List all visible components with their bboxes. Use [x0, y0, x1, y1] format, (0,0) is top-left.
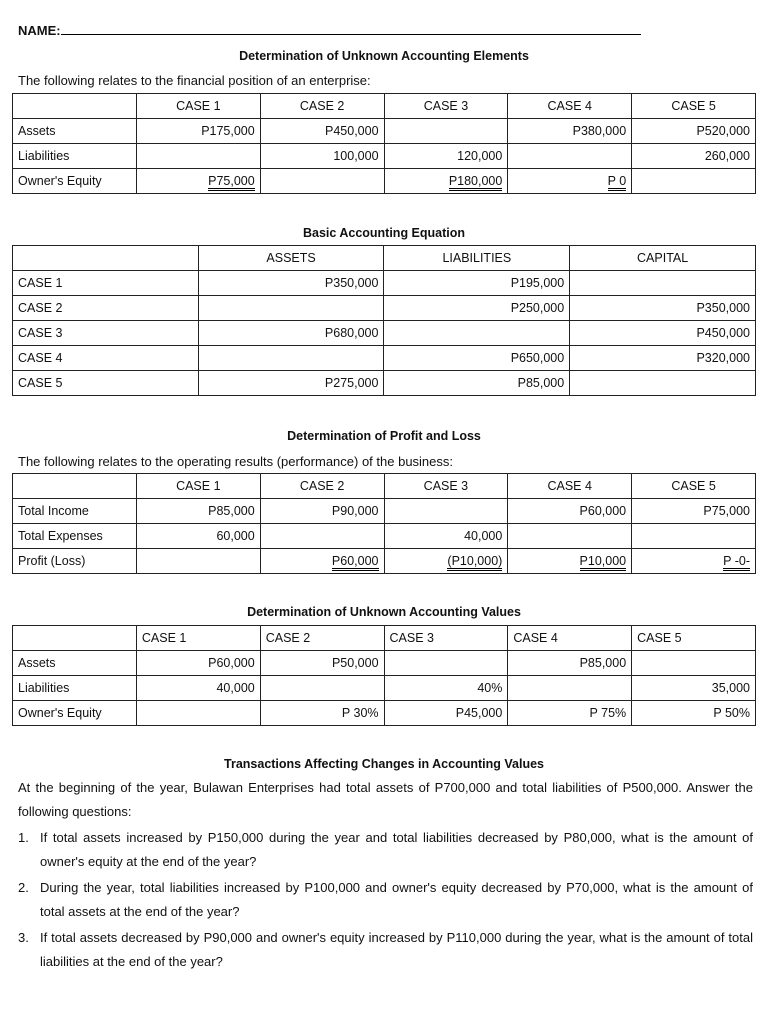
sec5-title: Transactions Affecting Changes in Accounting Values	[224, 757, 544, 771]
table-cell	[384, 549, 508, 574]
total-value: P60,000	[332, 554, 379, 571]
answer-cell[interactable]	[570, 371, 756, 396]
table-cell	[508, 549, 632, 574]
answer-cell[interactable]	[632, 651, 756, 676]
answer-cell[interactable]	[384, 321, 570, 346]
table-row	[13, 499, 756, 524]
list-item	[18, 876, 753, 924]
sec1-table	[12, 93, 756, 194]
answer-cell[interactable]	[384, 499, 508, 524]
row-label: Owner's Equity	[13, 701, 137, 726]
table-cell: P85,000	[136, 499, 260, 524]
table-cell: P350,000	[570, 296, 756, 321]
answer-cell[interactable]	[632, 524, 756, 549]
header-cell: CASE 3	[384, 94, 508, 119]
question-list	[18, 826, 753, 976]
table-row	[13, 676, 756, 701]
table-header-row	[13, 94, 756, 119]
row-label: CASE 2	[13, 296, 199, 321]
sec3-intro: The following relates to the operating results (performance) of the business:	[18, 454, 454, 469]
table-cell	[508, 169, 632, 194]
row-label: Assets	[13, 119, 137, 144]
table-cell	[136, 169, 260, 194]
table-cell: P45,000	[384, 701, 508, 726]
header-cell: CASE 3	[384, 626, 508, 651]
answer-cell[interactable]	[384, 119, 508, 144]
row-label: CASE 4	[13, 346, 199, 371]
header-cell	[13, 246, 199, 271]
sec2-title: Basic Accounting Equation	[302, 226, 466, 240]
total-value: P10,000	[580, 554, 627, 571]
answer-cell[interactable]	[384, 651, 508, 676]
question-text: If total assets decreased by P90,000 and owner's equity increased by P110,000 during the year, what is the amount of total liabilities at the end of the year?	[40, 930, 753, 969]
table-cell	[260, 549, 384, 574]
header-cell: CASE 1	[136, 94, 260, 119]
header-cell: CASE 1	[136, 626, 260, 651]
table-cell: P85,000	[384, 371, 570, 396]
table-row	[13, 119, 756, 144]
table-header-row	[13, 246, 756, 271]
answer-cell[interactable]	[136, 701, 260, 726]
header-cell	[13, 94, 137, 119]
header-cell	[13, 626, 137, 651]
header-cell: CASE 5	[632, 626, 756, 651]
header-cell: CASE 4	[508, 626, 632, 651]
name-underline	[61, 23, 641, 35]
table-cell: P195,000	[384, 271, 570, 296]
table-cell: 60,000	[136, 524, 260, 549]
table-cell	[384, 169, 508, 194]
table-row	[13, 524, 756, 549]
table-header-row	[13, 474, 756, 499]
row-label: Total Expenses	[13, 524, 137, 549]
table-cell: P350,000	[198, 271, 384, 296]
table-cell: P 50%	[632, 701, 756, 726]
sec3-table	[12, 473, 756, 574]
table-cell: P650,000	[384, 346, 570, 371]
answer-cell[interactable]	[508, 144, 632, 169]
table-cell: 260,000	[632, 144, 756, 169]
table-row	[13, 271, 756, 296]
table-cell: P 75%	[508, 701, 632, 726]
table-cell: 100,000	[260, 144, 384, 169]
table-row	[13, 169, 756, 194]
answer-cell[interactable]	[508, 524, 632, 549]
header-cell: CASE 3	[384, 474, 508, 499]
table-cell: P 30%	[260, 701, 384, 726]
table-cell: P90,000	[260, 499, 384, 524]
table-cell: P450,000	[260, 119, 384, 144]
header-cell: CASE 4	[508, 474, 632, 499]
header-cell	[13, 474, 137, 499]
table-cell: P60,000	[136, 651, 260, 676]
total-value: (P10,000)	[447, 554, 502, 571]
answer-cell[interactable]	[508, 676, 632, 701]
header-cell: CAPITAL	[570, 246, 756, 271]
row-label: Profit (Loss)	[13, 549, 137, 574]
table-cell: P680,000	[198, 321, 384, 346]
sec2-table	[12, 245, 756, 396]
answer-cell[interactable]	[260, 169, 384, 194]
answer-cell[interactable]	[198, 346, 384, 371]
table-row	[13, 296, 756, 321]
answer-cell[interactable]	[136, 549, 260, 574]
row-label: CASE 5	[13, 371, 199, 396]
table-row	[13, 549, 756, 574]
table-cell: P60,000	[508, 499, 632, 524]
table-row	[13, 346, 756, 371]
list-item	[18, 826, 753, 874]
header-cell: CASE 5	[632, 94, 756, 119]
row-label: Owner's Equity	[13, 169, 137, 194]
table-cell: 40,000	[136, 676, 260, 701]
table-cell: P275,000	[198, 371, 384, 396]
table-cell: P75,000	[632, 499, 756, 524]
header-cell: CASE 2	[260, 626, 384, 651]
header-cell: CASE 2	[260, 94, 384, 119]
table-row	[13, 651, 756, 676]
header-cell: CASE 4	[508, 94, 632, 119]
total-value: P180,000	[449, 174, 503, 191]
header-cell: CASE 1	[136, 474, 260, 499]
table-cell: P85,000	[508, 651, 632, 676]
sec1-title: Determination of Unknown Accounting Elements	[239, 49, 529, 63]
table-cell: 35,000	[632, 676, 756, 701]
name-field[interactable]	[18, 23, 641, 38]
row-label: Liabilities	[13, 676, 137, 701]
table-cell: 40%	[384, 676, 508, 701]
table-row	[13, 371, 756, 396]
table-cell	[632, 549, 756, 574]
table-cell: 40,000	[384, 524, 508, 549]
row-label: CASE 1	[13, 271, 199, 296]
table-row	[13, 144, 756, 169]
question-number: 3.	[18, 930, 29, 945]
question-text: If total assets increased by P150,000 during the year and total liabilities decreased by P80,000, what is the amount of owner's equity at the end of the year?	[40, 830, 753, 869]
header-cell: CASE 2	[260, 474, 384, 499]
table-header-row	[13, 626, 756, 651]
sec4-title: Determination of Unknown Accounting Values	[247, 605, 521, 619]
total-value: P -0-	[723, 554, 750, 571]
answer-cell[interactable]	[260, 524, 384, 549]
answer-cell[interactable]	[570, 271, 756, 296]
answer-cell[interactable]	[198, 296, 384, 321]
table-cell: P450,000	[570, 321, 756, 346]
header-cell: CASE 5	[632, 474, 756, 499]
question-text: During the year, total liabilities increased by P100,000 and owner's equity decreased by P70,000, what is the amount of total assets at the end of the year?	[40, 880, 753, 919]
table-cell: P175,000	[136, 119, 260, 144]
answer-cell[interactable]	[136, 144, 260, 169]
table-cell: P380,000	[508, 119, 632, 144]
row-label: CASE 3	[13, 321, 199, 346]
table-cell: P250,000	[384, 296, 570, 321]
table-cell: P50,000	[260, 651, 384, 676]
answer-cell[interactable]	[260, 676, 384, 701]
sec4-table	[12, 625, 756, 726]
table-cell: P320,000	[570, 346, 756, 371]
sec1-intro: The following relates to the financial position of an enterprise:	[18, 73, 371, 88]
total-value: P 0	[608, 174, 627, 191]
answer-cell[interactable]	[632, 169, 756, 194]
list-item	[18, 926, 753, 974]
header-cell: ASSETS	[198, 246, 384, 271]
question-number: 2.	[18, 880, 29, 895]
row-label: Assets	[13, 651, 137, 676]
table-row	[13, 701, 756, 726]
total-value: P75,000	[208, 174, 255, 191]
table-row	[13, 321, 756, 346]
row-label: Liabilities	[13, 144, 137, 169]
name-label: NAME:	[18, 23, 61, 38]
sec3-title: Determination of Profit and Loss	[287, 429, 481, 443]
question-number: 1.	[18, 830, 29, 845]
table-cell: 120,000	[384, 144, 508, 169]
row-label: Total Income	[13, 499, 137, 524]
table-cell: P520,000	[632, 119, 756, 144]
header-cell: LIABILITIES	[384, 246, 570, 271]
sec5-intro: At the beginning of the year, Bulawan Enterprises had total assets of P700,000 and total liabilities of P500,000. Answer the following questions:	[18, 780, 753, 819]
